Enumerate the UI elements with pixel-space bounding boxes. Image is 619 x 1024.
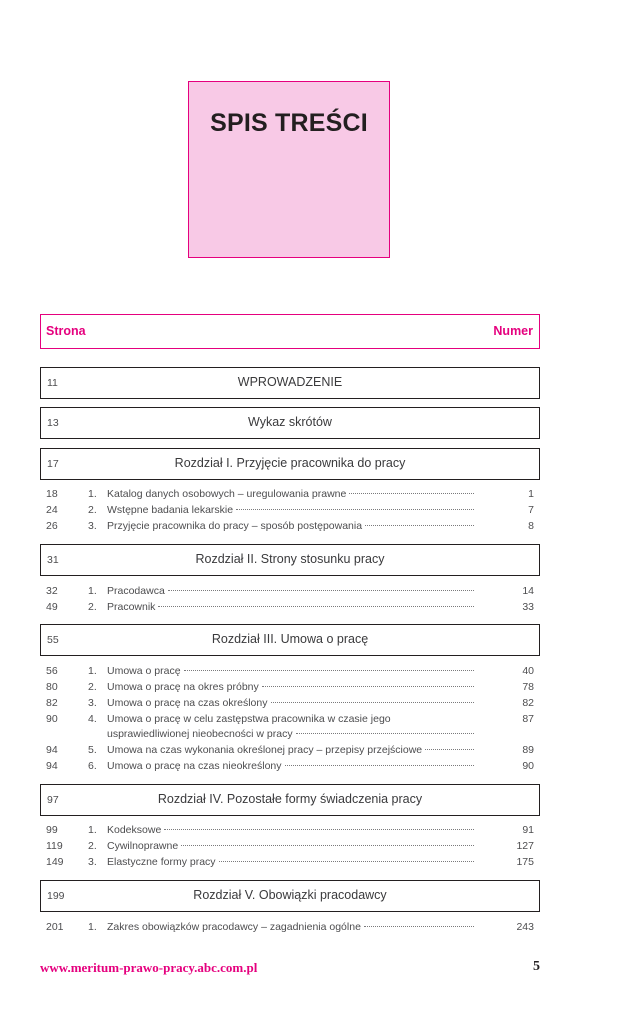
entry-page: 32: [46, 585, 58, 597]
dot-leader: [364, 926, 474, 927]
chapter-title: Rozdział I. Przyjęcie pracownika do pracy: [174, 456, 406, 470]
chapter-page: 13: [47, 417, 59, 429]
dot-leader: [219, 861, 474, 862]
chapter-page: 97: [47, 794, 59, 806]
entry-number: 1.: [88, 488, 97, 500]
entry-number: 5.: [88, 744, 97, 756]
chapter-title: Rozdział IV. Pozostałe formy świadczenia pracy: [157, 792, 423, 806]
dot-leader: [296, 733, 474, 734]
entry-page: 201: [46, 921, 64, 933]
entry-title: Umowa o pracę w celu zastępstwa pracownika w czasie jego: [107, 713, 391, 725]
entry-number: 3.: [88, 856, 97, 868]
entry-page: 18: [46, 488, 58, 500]
chapter-title: WPROWADZENIE: [237, 375, 343, 389]
entry-page: 94: [46, 744, 58, 756]
entry-target: 89: [522, 744, 534, 756]
page-title: SPIS TREŚCI: [210, 109, 368, 137]
entry-target: 87: [522, 713, 534, 725]
dot-leader: [164, 829, 474, 830]
entry-page: 90: [46, 713, 58, 725]
entry-page: 99: [46, 824, 58, 836]
entry-number: 3.: [88, 520, 97, 532]
dot-leader: [181, 845, 474, 846]
dot-leader: [158, 606, 474, 607]
chapter-page: 31: [47, 554, 59, 566]
chapter-box: [40, 784, 540, 816]
entry-title: Umowa o pracę na czas określony: [107, 697, 268, 709]
chapter-box: [40, 367, 540, 399]
entry-title: Umowa na czas wykonania określonej pracy – przepisy przejściowe: [107, 744, 423, 756]
chapter-title: Rozdział III. Umowa o pracę: [211, 632, 369, 646]
entry-title: Pracodawca: [107, 585, 165, 597]
entry-target: 82: [522, 697, 534, 709]
entry-page: 119: [46, 840, 63, 852]
entry-target: 8: [528, 520, 534, 532]
entry-target: 243: [516, 921, 534, 933]
footer-page-number: 5: [533, 959, 540, 974]
entry-number: 2.: [88, 840, 97, 852]
chapter-page: 17: [47, 458, 59, 470]
entry-title: Umowa o pracę: [107, 665, 181, 677]
entry-page: 56: [46, 665, 58, 677]
entry-title-continued: usprawiedliwionej nieobecności w pracy: [107, 728, 293, 740]
entry-title: Wstępne badania lekarskie: [107, 504, 234, 516]
entry-number: 2.: [88, 681, 97, 693]
entry-number: 1.: [88, 824, 97, 836]
entry-title: Kodeksowe: [107, 824, 162, 836]
entry-title: Pracownik: [107, 601, 156, 613]
entry-number: 2.: [88, 504, 97, 516]
entry-number: 1.: [88, 921, 97, 933]
chapter-box: [40, 448, 540, 480]
dot-leader: [168, 590, 474, 591]
entry-number: 2.: [88, 601, 97, 613]
entry-number: 4.: [88, 713, 97, 725]
chapter-box: [40, 544, 540, 576]
entry-target: 14: [522, 585, 534, 597]
entry-title: Umowa o pracę na czas nieokreślony: [107, 760, 282, 772]
entry-number: 1.: [88, 585, 97, 597]
entry-title: Elastyczne formy pracy: [107, 856, 216, 868]
entry-title: Zakres obowiązków pracodawcy – zagadnienia ogólne: [107, 921, 361, 933]
title-box: [188, 81, 390, 258]
entry-target: 1: [528, 488, 534, 500]
dot-leader: [236, 509, 474, 510]
entry-number: 1.: [88, 665, 97, 677]
chapter-title: Rozdział V. Obowiązki pracodawcy: [193, 888, 387, 902]
entry-target: 127: [516, 840, 534, 852]
chapter-box: [40, 407, 540, 439]
dot-leader: [425, 749, 474, 750]
chapter-page: 199: [47, 890, 65, 902]
entry-target: 33: [522, 601, 534, 613]
entry-target: 78: [522, 681, 534, 693]
entry-target: 175: [516, 856, 534, 868]
entry-page: 82: [46, 697, 58, 709]
chapter-title: Wykaz skrótów: [248, 415, 332, 429]
footer-url[interactable]: www.meritum-prawo-pracy.abc.com.pl: [40, 960, 258, 975]
entry-number: 6.: [88, 760, 97, 772]
entry-page: 26: [46, 520, 58, 532]
chapter-page: 55: [47, 634, 59, 646]
entry-page: 80: [46, 681, 58, 693]
entry-target: 90: [522, 760, 534, 772]
entry-page: 24: [46, 504, 58, 516]
header-strona: Strona: [46, 324, 86, 338]
dot-leader: [349, 493, 474, 494]
entry-number: 3.: [88, 697, 97, 709]
entry-page: 149: [46, 856, 64, 868]
dot-leader: [184, 670, 474, 671]
entry-page: 49: [46, 601, 58, 613]
dot-leader: [271, 702, 475, 703]
entry-title: Przyjęcie pracownika do pracy – sposób postępowania: [107, 520, 363, 532]
toc-header: [40, 314, 540, 349]
entry-page: 94: [46, 760, 58, 772]
dot-leader: [365, 525, 474, 526]
dot-leader: [262, 686, 474, 687]
entry-title: Cywilnoprawne: [107, 840, 179, 852]
entry-title: Umowa o pracę na okres próbny: [107, 681, 259, 693]
entry-target: 40: [522, 665, 534, 677]
entry-target: 91: [522, 824, 534, 836]
entry-title: Katalog danych osobowych – uregulowania prawne: [107, 488, 347, 500]
dot-leader: [285, 765, 474, 766]
chapter-page: 11: [47, 377, 58, 389]
chapter-box: [40, 624, 540, 656]
entry-target: 7: [528, 504, 534, 516]
chapter-title: Rozdział II. Strony stosunku pracy: [195, 552, 385, 566]
chapter-box: [40, 880, 540, 912]
header-numer: Numer: [493, 324, 533, 338]
